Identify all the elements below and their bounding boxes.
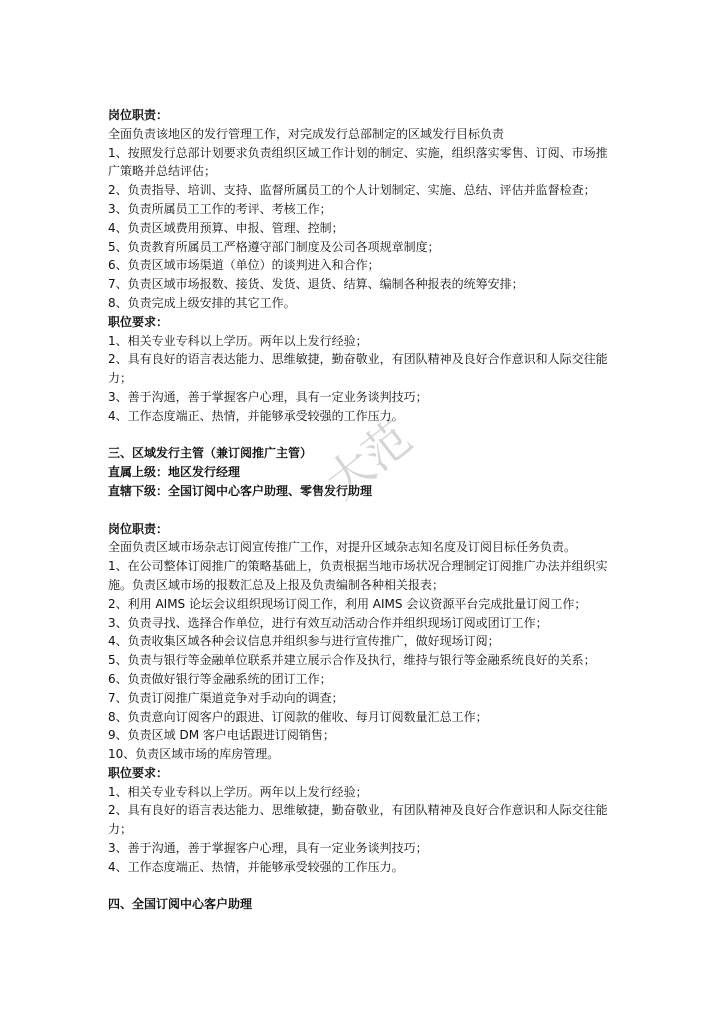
direct-superior: 直属上级：地区发行经理 bbox=[108, 465, 241, 480]
duty-item: 6、负责做好银行等金融系统的团订工作； bbox=[108, 671, 332, 686]
duty-item: 7、负责区域市场报数、接货、发货、退货、结算、编制各种报表的统筹安排； bbox=[108, 277, 524, 292]
duty-item: 5、负责与银行等金融单位联系并建立展示合作及执行，维持与银行等金融系统良好的关系； bbox=[108, 653, 596, 668]
duty-item: 全面负责区域市场杂志订阅宣传推广工作，对提升区域杂志知名度及订阅目标任务负责。 bbox=[108, 540, 577, 555]
duty-item: 全面负责该地区的发行管理工作，对完成发行总部制定的区域发行目标负责 bbox=[108, 126, 505, 141]
duty-item: 10、负责区域市场的库房管理。 bbox=[108, 747, 280, 762]
requirement-item: 1、相关专业专科以上学历。两年以上发行经验； bbox=[108, 784, 368, 799]
spacer bbox=[108, 877, 614, 896]
spacer bbox=[108, 426, 614, 445]
requirement-item: 3、善于沟通，善于掌握客户心理，具有一定业务谈判技巧； bbox=[108, 389, 428, 404]
duties-heading: 岗位职责： bbox=[108, 108, 169, 122]
requirement-item: 4、工作态度端正、热情，并能够承受较强的工作压力。 bbox=[108, 859, 404, 874]
duty-item: 4、负责收集区域各种会议信息并组织参与进行宣传推广，做好现场订阅； bbox=[108, 634, 500, 649]
document-body bbox=[108, 106, 614, 914]
requirements-heading: 职位要求： bbox=[108, 314, 169, 329]
requirement-item: 3、善于沟通，善于掌握客户心理，具有一定业务谈判技巧； bbox=[108, 841, 428, 856]
requirement-item: 2、具有良好的语言表达能力、思维敏捷，勤奋敬业，有团队精神及良好合作意识和人际交往能力； bbox=[108, 352, 608, 386]
duty-item: 1、按照发行总部计划要求负责组织区域工作计划的制定、实施，组织落实零售、订阅、市场推广策略并总结评估； bbox=[108, 145, 608, 179]
duty-item: 3、负责寻找、选择合作单位，进行有效互动活动合作并组织现场订阅或团订工作； bbox=[108, 615, 548, 630]
duty-item: 2、利用 AIMS 论坛会议组织现场订阅工作，利用 AIMS 会议资源平台完成批量订阅工作； bbox=[108, 596, 587, 611]
duties-heading: 岗位职责： bbox=[108, 521, 169, 536]
duty-item: 5、负责教育所属员工严格遵守部门制度及公司各项规章制度； bbox=[108, 239, 440, 254]
requirement-item: 4、工作态度端正、热情，并能够承受较强的工作压力。 bbox=[108, 408, 404, 423]
section-title: 四、全国订阅中心客户助理 bbox=[108, 897, 253, 912]
duty-item: 8、负责完成上级安排的其它工作。 bbox=[108, 295, 296, 310]
watermark: 大范 bbox=[315, 410, 422, 510]
duty-item: 7、负责订阅推广渠道竞争对手动向的调查； bbox=[108, 690, 344, 705]
spacer bbox=[108, 501, 614, 520]
duty-item: 9、负责区域 DM 客户电话跟进订阅销售； bbox=[108, 728, 335, 743]
duty-item: 6、负责区域市场渠道（单位）的谈判进入和合作； bbox=[108, 258, 380, 273]
duty-item: 1、在公司整体订阅推广的策略基础上，负责根据当地市场状况合理制定订阅推广办法并组织实施。负责区域市场的报数汇总及上报及负责编制各种相关报表； bbox=[108, 559, 608, 592]
section-title: 三、区域发行主管（兼订阅推广主管） bbox=[108, 446, 313, 461]
requirements-heading: 职位要求： bbox=[108, 765, 169, 780]
direct-subordinate: 直辖下级：全国订阅中心客户助理、零售发行助理 bbox=[108, 483, 373, 498]
duty-item: 2、负责指导、培训、支持、监督所属员工的个人计划制定、实施、总结、评估并监督检查； bbox=[108, 183, 596, 198]
requirement-item: 1、相关专业专科以上学历。两年以上发行经验； bbox=[108, 333, 368, 348]
duty-item: 4、负责区域费用预算、申报、管理、控制； bbox=[108, 220, 344, 235]
duty-item: 8、负责意向订阅客户的跟进、订阅款的催收、每月订阅数量汇总工作； bbox=[108, 709, 488, 724]
requirement-item: 2、具有良好的语言表达能力、思维敏捷，勤奋敬业，有团队精神及良好合作意识和人际交往能力； bbox=[108, 803, 608, 837]
duty-item: 3、负责所属员工工作的考评、考核工作； bbox=[108, 201, 332, 216]
